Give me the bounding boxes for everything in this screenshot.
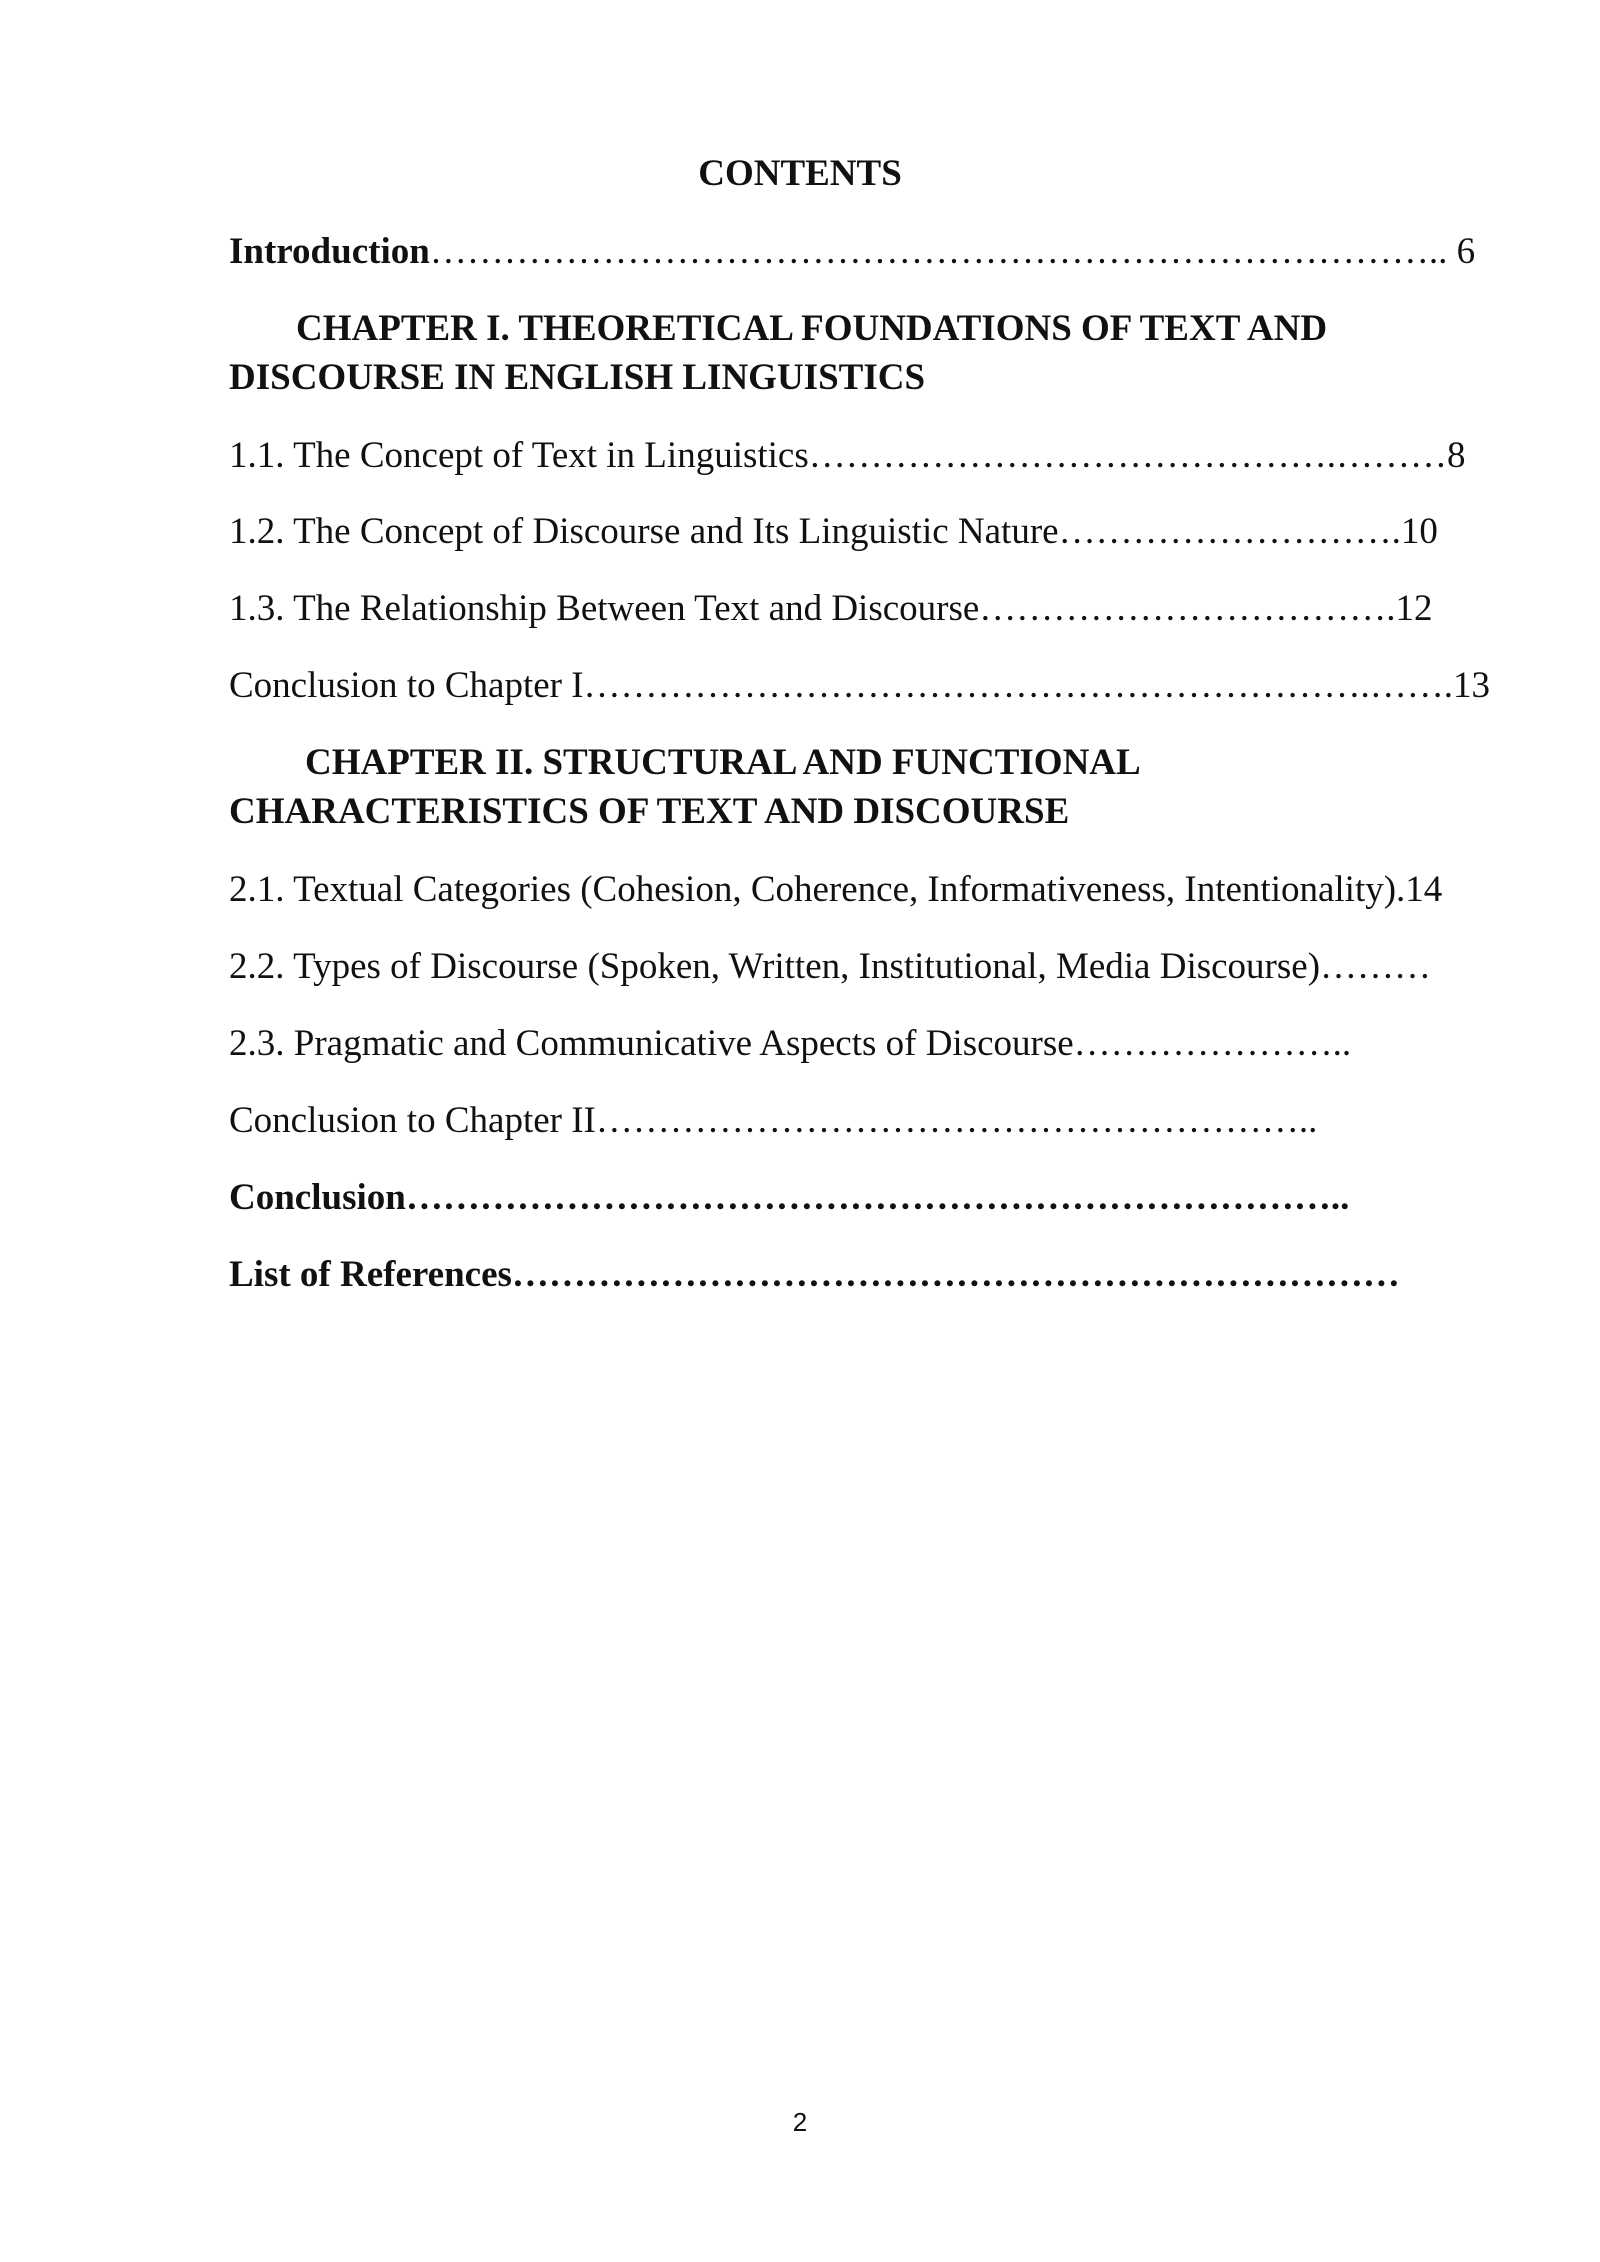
toc-entry-leader: ………………………………………………………………….. <box>405 1177 1350 1218</box>
toc-entry-label: Conclusion to Chapter I <box>229 665 584 706</box>
toc-entry-introduction <box>229 233 1475 270</box>
toc-entry-leader: ……………………………………………………….…….13 <box>583 665 1491 706</box>
toc-entry-conclusion <box>229 1179 1349 1216</box>
toc-entry-leader: …………………………………….………8 <box>808 435 1466 476</box>
toc-entry-label: 1.3. The Relationship Between Text and Discourse <box>229 588 980 629</box>
chapter-heading-line: DISCOURSE IN ENGLISH LINGUISTICS <box>229 357 926 398</box>
toc-entry-label: 2.1. Textual Categories (Cohesion, Coherence, Informativeness, Intentionality).14 <box>229 869 1443 910</box>
toc-entry-1-3 <box>229 590 1433 627</box>
toc-entry-label: Conclusion to Chapter II <box>229 1100 596 1141</box>
chapter-heading-2 <box>229 738 1141 836</box>
toc-entry-leader: ……………………………………………………………… <box>511 1254 1400 1295</box>
toc-entry-label: 1.2. The Concept of Discourse and Its Linguistic Nature <box>229 511 1059 552</box>
toc-entry-leader: ……………………….10 <box>1058 511 1438 552</box>
toc-entry-leader: ………………………………………………….. <box>595 1100 1318 1141</box>
toc-entry-leader: …………………………….12 <box>979 588 1433 629</box>
toc-entry-label: 2.2. Types of Discourse (Spoken, Written, Institutional, Media Discourse) <box>229 946 1321 987</box>
toc-entry-2-2 <box>229 948 1431 985</box>
toc-entry-label: Conclusion <box>229 1177 406 1218</box>
contents-title: CONTENTS <box>698 153 902 194</box>
toc-entry-label: 1.1. The Concept of Text in Linguistics <box>229 435 809 476</box>
toc-entry-conclusion-chapter-2 <box>229 1102 1317 1139</box>
toc-entry-leader: ………………….. <box>1073 1023 1352 1064</box>
chapter-heading-line: CHARACTERISTICS OF TEXT AND DISCOURSE <box>229 791 1070 832</box>
toc-entry-label: List of References <box>229 1254 512 1295</box>
page-number: 2 <box>792 2107 808 2137</box>
toc-entry-label: 2.3. Pragmatic and Communicative Aspects of Discourse <box>229 1023 1074 1064</box>
toc-entry-leader: ……… <box>1320 946 1432 987</box>
toc-entry-conclusion-chapter-1 <box>229 667 1490 704</box>
toc-entry-2-3 <box>229 1025 1351 1062</box>
toc-entry-leader: ……………………………………………………………………….. 6 <box>429 231 1476 272</box>
toc-entry-1-1 <box>229 437 1466 474</box>
toc-entry-label: Introduction <box>229 231 430 272</box>
chapter-heading-line: CHAPTER I. THEORETICAL FOUNDATIONS OF TEXT AND <box>296 308 1328 349</box>
toc-entry-references <box>229 1256 1400 1293</box>
toc-entry-1-2 <box>229 513 1438 550</box>
chapter-heading-line: CHAPTER II. STRUCTURAL AND FUNCTIONAL <box>305 742 1141 783</box>
toc-entry-2-1 <box>229 871 1442 908</box>
chapter-heading-1 <box>229 304 1327 402</box>
